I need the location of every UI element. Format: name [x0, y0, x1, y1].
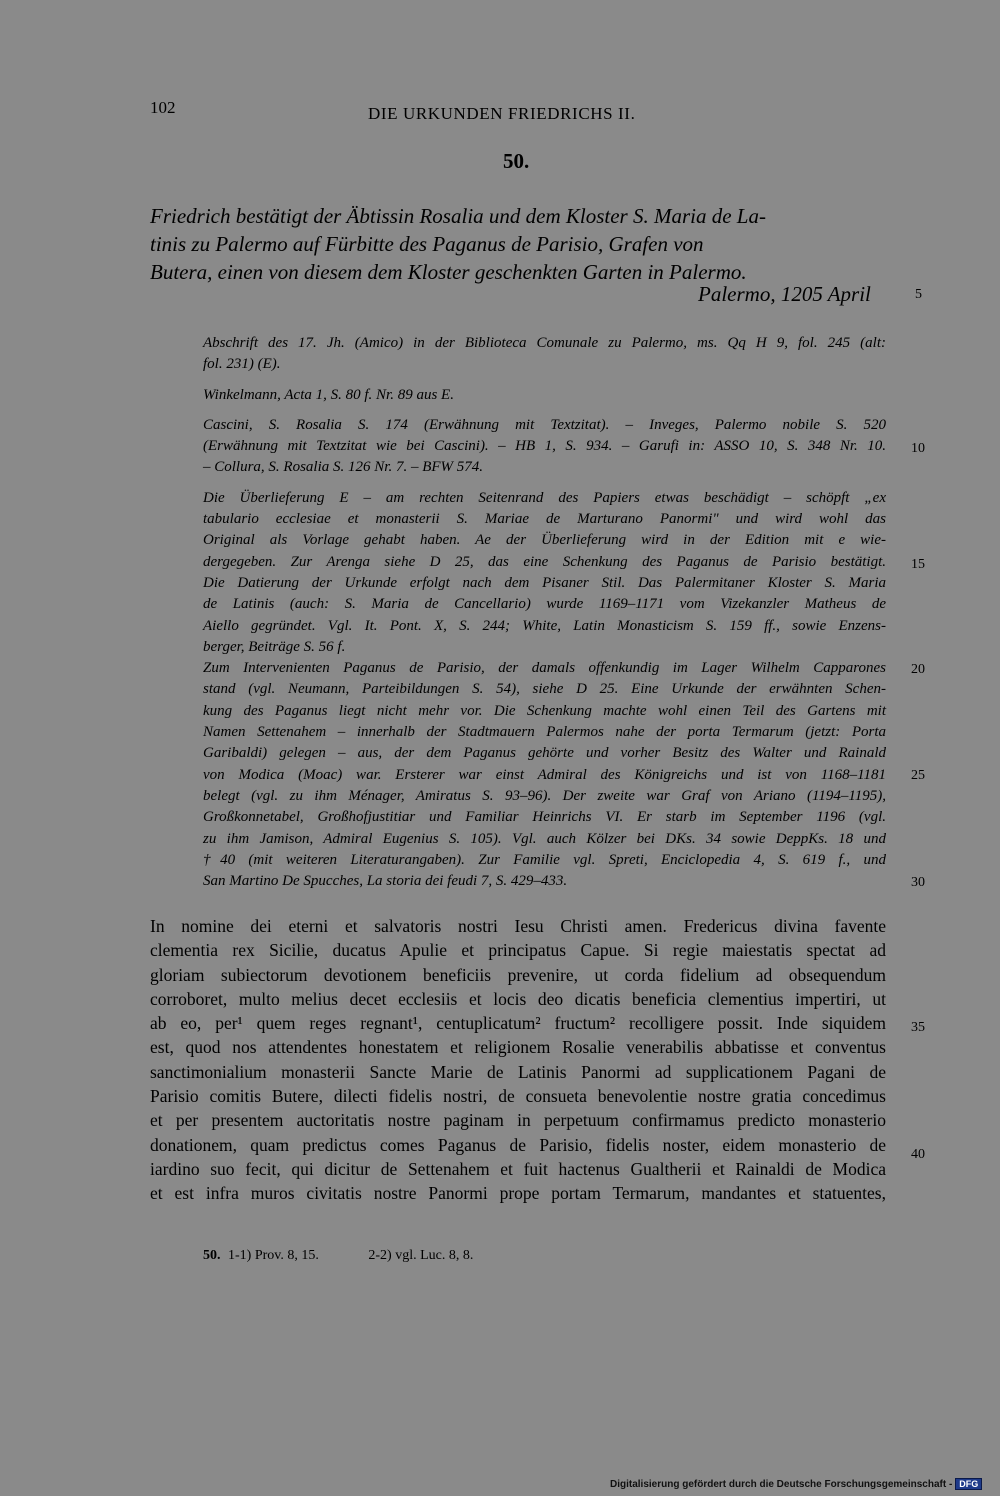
line-number: 15 — [911, 557, 925, 572]
text-line: corroboret, multo melius decet ecclesiis et locis deo dicatis beneficia clementius impertiri, ut — [150, 988, 886, 1009]
text-line: et per presentem auctoritatis nostre paginam in perpetuum confirmamus predicto monasterio — [150, 1110, 886, 1131]
commentary-line: Zum Intervenienten Paganus de Parisio, der damals offenkundig im Lager Wilhelm Capparones — [203, 660, 886, 677]
commentary-line: San Martino De Spucches, La storia dei feudi 7, S. 429–433. — [203, 873, 568, 890]
text-line: Parisio comitis Butere, dilecti fidelis nostri, de consueta benevolentie nostre gratia concedimus — [150, 1086, 886, 1107]
line-number: 10 — [911, 441, 925, 456]
text-line: et est infra muros civitatis nostre Panormi prope portam Termarum, mandantes et statuentes, — [150, 1183, 886, 1204]
regest-line: Butera, einen von diesem dem Kloster geschenkten Garten in Palermo. — [150, 260, 747, 284]
text-line: clementia rex Sicilie, ducatus Apulie et principatus Capue. Si regie maiestatis spectat ad — [150, 940, 886, 961]
commentary-line: Original als Vorlage gehabt haben. Ae der Überlieferung wird in der Edition mit e wie- — [203, 532, 886, 549]
dfg-logo: DFG — [955, 1478, 982, 1490]
commentary-line: Namen Settenahem – innerhalb der Stadtmauern Palermos nahe der porta Termarum (jetzt: Porta — [203, 724, 886, 741]
tradition-line: fol. 231) (E). — [203, 356, 281, 373]
regest-line: tinis zu Palermo auf Fürbitte des Paganus de Parisio, Grafen von — [150, 232, 704, 256]
commentary-line: Die Überlieferung E – am rechten Seitenrand des Papiers etwas beschädigt – schöpft „ex — [203, 489, 886, 506]
edition-line: Winkelmann, Acta 1, S. 80 f. Nr. 89 aus E. — [203, 386, 454, 403]
commentary-line: zu ihm Jamison, Admiral Eugenius S. 105). Vgl. auch Kölzer bei DKs. 34 sowie DeppKs. 18 und — [203, 830, 886, 847]
line-number: 30 — [911, 875, 925, 890]
commentary-line: dergegeben. Zur Arenga siehe D 25, das eine Schenkung des Paganus de Parisio bestätigt. — [203, 553, 886, 570]
commentary-line: stand (vgl. Neumann, Parteibildungen S. 54), siehe D 25. Eine Urkunde der erwähnten Schen- — [203, 681, 886, 698]
text-line: ab eo, per¹ quem reges regnant¹, centuplicatum² fructum² recolligere possit. Inde siquidem — [150, 1013, 886, 1034]
running-title: DIE URKUNDEN FRIEDRICHS II. — [368, 104, 636, 123]
charter-text — [150, 914, 886, 1206]
commentary-line: Großkonnetabel, Großhofjustitiar und Familiar Heinrichs VI. Er starb im September 1196 (vgl. — [203, 809, 886, 826]
commentary-line: von Modica (Moac) war. Ersterer war einst Admiral des Königreichs und ist von 1168–1181 — [203, 766, 886, 783]
footnote-a: 1-1) Prov. 8, 15. — [228, 1248, 319, 1263]
commentary-line: Die Datierung der Urkunde erfolgt nach dem Pisaner Stil. Das Palermitaner Kloster S. Maria — [203, 574, 886, 591]
place-date: Palermo, 1205 April — [698, 282, 871, 306]
literature-line: (Erwähnung mit Textzitat wie bei Cascini). – HB 1, S. 934. – Garufi in: ASSO 10, S. 348 Nr. 10. — [203, 438, 886, 455]
line-number: 5 — [915, 287, 922, 302]
footnote-b: 2-2) vgl. Luc. 8, 8. — [368, 1248, 474, 1263]
page-number: 102 — [150, 98, 176, 117]
text-line: est, quod nos attendentes honestatem et religionem Rosalie venerabilis abbatisse et conventus — [150, 1037, 886, 1058]
literature-line: – Collura, S. Rosalia S. 126 Nr. 7. – BFW 574. — [203, 459, 484, 476]
text-line: In nomine dei eterni et salvatoris nostri Iesu Christi amen. Fredericus divina favente — [150, 916, 886, 936]
commentary-line: Garibaldi) gelegen – aus, der dem Paganus gehörte und vorher Besitz des Walter und Rainald — [203, 745, 886, 762]
literature-line: Cascini, S. Rosalia S. 174 (Erwähnung mit Textzitat). – Inveges, Palermo nobile S. 520 — [203, 416, 886, 433]
funding-notice — [610, 1478, 982, 1490]
critical-notes — [203, 333, 886, 892]
text-line: donationem, quam predictus comes Paganus de Parisio, fidelis noster, eidem monasterio de — [150, 1134, 886, 1155]
text-line: gloriam subiectorum devotionem beneficiis prevenire, ut corda fidelium ad obsequendum — [150, 964, 886, 985]
line-number: 25 — [911, 768, 925, 783]
commentary-line: kung des Paganus liegt nicht mehr vor. Die Schenkung machte wohl einen Teil des Gartens mit — [203, 702, 886, 719]
commentary-line: Aiello gegründet. Vgl. It. Pont. X, S. 244; White, Latin Monasticism S. 159 ff., sowie Enzens- — [203, 617, 886, 634]
commentary-line: belegt (vgl. zu ihm Ménager, Amiratus S. 93–96). Der zweite war Graf von Ariano (1194–1195), — [203, 787, 886, 804]
regest-line: Friedrich bestätigt der Äbtissin Rosalia und dem Kloster S. Maria de La- — [150, 204, 766, 228]
document-number: 50. — [503, 149, 530, 173]
commentary-line: berger, Beiträge S. 56 f. — [203, 638, 346, 655]
footnote-doc-number: 50. — [203, 1248, 221, 1263]
commentary-line: de Latinis (auch: S. Maria de Cancellario) wurde 1169–1171 vom Vizekanzler Matheus de — [203, 596, 886, 613]
regest — [150, 202, 886, 286]
funding-text: Digitalisierung gefördert durch die Deutsche Forschungsgemeinschaft - — [610, 1479, 953, 1490]
apparatus-footnotes — [203, 1248, 473, 1264]
line-number: 35 — [911, 1020, 925, 1035]
commentary-line: tabulario ecclesiae et monasterii S. Mariae de Marturano Panormi" und wird wohl das — [203, 511, 886, 528]
text-line: sanctimonialium monasterii Sancte Marie de Latinis Panormi ad supplicationem Pagani de — [150, 1061, 886, 1082]
tradition-line: Abschrift des 17. Jh. (Amico) in der Biblioteca Comunale zu Palermo, ms. Qq H 9, fol. 245 (alt: — [203, 335, 886, 351]
text-line: iardino suo fecit, qui dicitur de Settenahem et fuit hactenus Gualtherii et Rainaldi de Modica — [150, 1158, 886, 1179]
line-number: 40 — [911, 1147, 925, 1162]
line-number: 20 — [911, 662, 925, 677]
commentary-line: †40 (mit weiteren Literaturangaben). Zur Familie vgl. Spreti, Enciclopedia 4, S. 619 f., und — [203, 851, 886, 868]
